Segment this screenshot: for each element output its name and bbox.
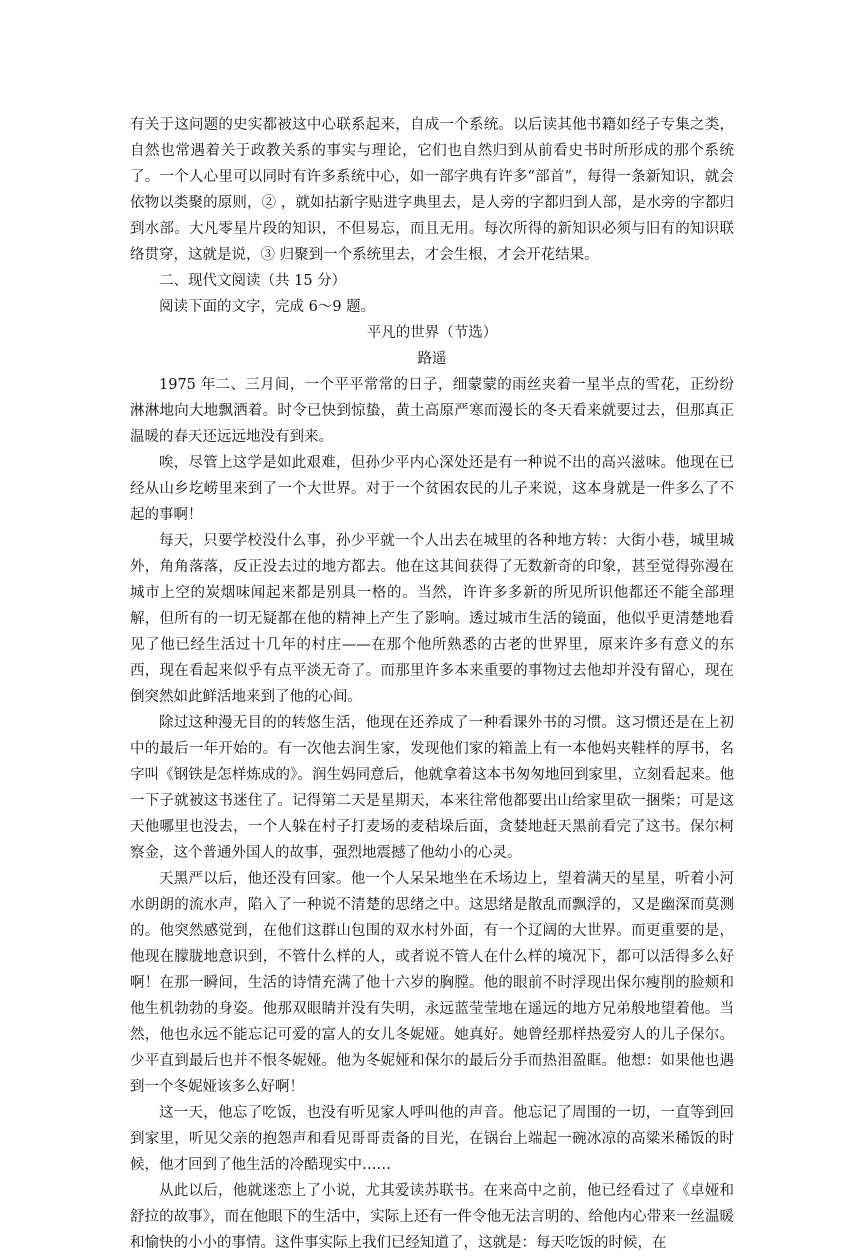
body-paragraph: 从此以后，他就迷恋上了小说，尤其爱读苏联书。在来高中之前，他已经看过了《卓娅和舒拉的故事》，而在他眼下的生活中，实际上还有一件令他无法言明的、给他内心带来一丝温暖和愉快的小小的事情。这件事实际上我们已经知道了，这就是：每天吃饭的时候，在 bbox=[130, 1183, 734, 1251]
article-author: 路遥 bbox=[417, 351, 447, 367]
body-paragraph: 这一天，他忘了吃饭，也没有听见家人呼叫他的声音。他忘记了周围的一切，一直等到回到家里，听见父亲的抱怨声和看见哥哥责备的目光，在锅台上端起一碗冰凉的高粱米稀饭的时候，他才回到了他生活的冷酷现实中…… bbox=[130, 1105, 734, 1173]
document-page bbox=[130, 112, 734, 1256]
body-paragraph: 每天，只要学校没什么事，孙少平就一个人出去在城里的各种地方转：大街小巷，城里城外，角角落落，反正没去过的地方都去。他在这其间获得了无数新奇的印象，甚至觉得弥漫在城市上空的炭烟味闻起来都是别具一格的。当然，许许多多新的所见所识他都还不能全部理解，但所有的一切无疑都在他的精神上产生了影响。透过城市生活的镜面，他似乎更清楚地看见了他已经生活过十几年的村庄——在那个他所熟悉的古老的世界里，原来许多有意义的东西，现在看起来似乎有点平淡无奇了。而那里许多本来重要的事物过去他却并没有留心，现在倒突然如此鲜活地来到了他的心间。 bbox=[130, 533, 734, 705]
article-title: 平凡的世界（节选） bbox=[366, 325, 498, 341]
section-heading: 二、现代文阅读（共 15 分） bbox=[159, 273, 347, 289]
body-paragraph: 天黑严以后，他还没有回家。他一个人呆呆地坐在禾场边上，望着满天的星星，听着小河水朗朗的流水声，陷入了一种说不清楚的思绪之中。这思绪是散乱而飘浮的，又是幽深而莫测的。他突然感觉到，在他们这群山包围的双水村外面，有一个辽阔的大世界。而更重要的是，他现在朦胧地意识到，不管什么样的人，或者说不管人在什么样的境况下，都可以活得多么好啊！在那一瞬间，生活的诗情充满了他十六岁的胸膛。他的眼前不时浮现出保尔瘦削的脸颊和他生机勃勃的身姿。他那双眼睛并没有失明，永远蓝莹莹地在遥远的地方兄弟般地望着他。当然，他也永远不能忘记可爱的富人的女儿冬妮娅。她真好。她曾经那样热爱穷人的儿子保尔。少平直到最后也并不恨冬妮娅。他为冬妮娅和保尔的最后分手而热泪盈眶。他想：如果他也遇到一个冬妮娅该多么好啊！ bbox=[130, 871, 734, 1095]
body-paragraph: 除过这种漫无目的的转悠生活，他现在还养成了一种看课外书的习惯。这习惯还是在上初中的最后一年开始的。有一次他去润生家，发现他们家的箱盖上有一本他妈夹鞋样的厚书，名字叫《钢铁是怎样炼成的》。润生妈同意后，他就拿着这本书匆匆地回到家里，立刻看起来。他一下子就被这书迷住了。记得第二天是星期天，本来往常他都要出山给家里砍一捆柴；可是这天他哪里也没去，一个人躲在村子打麦场的麦秸垛后面，贪婪地赶天黑前看完了这书。保尔柯察金，这个普通外国人的故事，强烈地震撼了他幼小的心灵。 bbox=[130, 715, 734, 861]
reading-instruction: 阅读下面的文字，完成 6～9 题。 bbox=[159, 299, 376, 315]
body-paragraph: 唉，尽管上这学是如此艰难，但孙少平内心深处还是有一种说不出的高兴滋味。他现在已经从山乡圪崂里来到了一个大世界。对于一个贫困农民的儿子来说，这本身就是一件多么了不起的事啊！ bbox=[130, 455, 734, 523]
body-paragraph: 1975 年二、三月间，一个平平常常的日子，细蒙蒙的雨丝夹着一星半点的雪花，正纷纷淋淋地向大地飘洒着。时令已快到惊蛰，黄土高原严寒而漫长的冬天看来就要过去，但那真正温暖的春天还远远地没有到来。 bbox=[130, 377, 734, 445]
continuation-paragraph: 有关于这问题的史实都被这中心联系起来，自成一个系统。以后读其他书籍如经子专集之类，自然也常遇着关于政教关系的事实与理论，它们也自然归到从前看史书时所形成的那个系统了。一个人心里可以同时有许多系统中心，如一部字典有许多“部首”，每得一条新知识，就会依物以类聚的原则，② ，就如拈新字贴进字典里去，是人旁的字都归到人部，是水旁的字都归到水部。大凡零星片段的知识，不但易忘，而且无用。每次所得的新知识必须与旧有的知识联络贯穿，这就是说，③ 归聚到一个系统里去，才会生根，才会开花结果。 bbox=[130, 117, 734, 263]
